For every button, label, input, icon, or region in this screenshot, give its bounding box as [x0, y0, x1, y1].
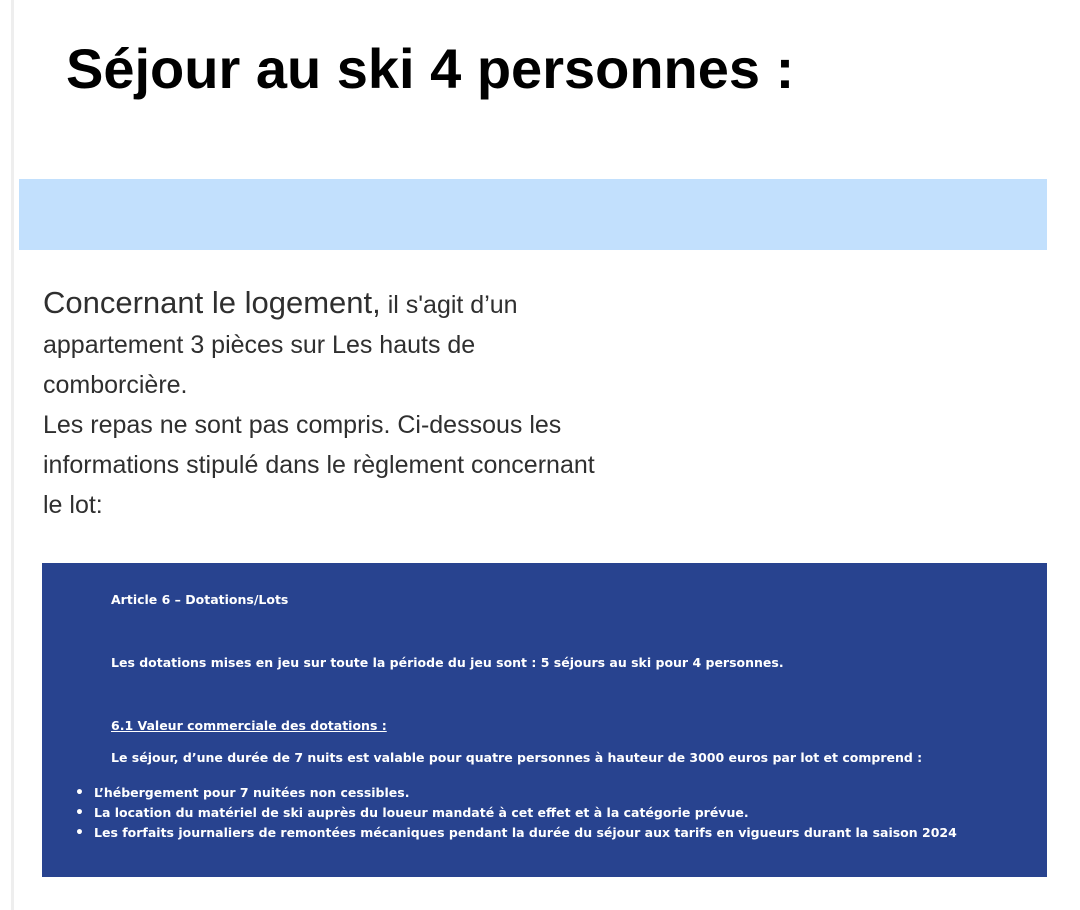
intro-lead: Concernant le logement,	[43, 285, 381, 320]
article-title: Article 6 – Dotations/Lots	[111, 592, 289, 607]
blue-banner	[19, 179, 1047, 250]
left-border	[11, 0, 14, 910]
section-title: 6.1 Valeur commerciale des dotations :	[111, 718, 387, 733]
intro-line-4: Les repas ne sont pas compris. Ci-dessous les	[43, 411, 562, 439]
dotations-text: Les dotations mises en jeu sur toute la période du jeu sont : 5 séjours au ski pour 4 personnes.	[111, 655, 784, 670]
list-item: • Les forfaits journaliers de remontées mécaniques pendant la durée du séjour aux tarifs en vigueurs durant la saison 2024	[42, 823, 957, 843]
page-title: Séjour au ski 4 personnes :	[66, 37, 795, 100]
rules-excerpt-image	[42, 563, 1047, 877]
list-item: • La location du matériel de ski auprès du loueur mandaté à cet effet et à la catégorie prévue.	[42, 803, 957, 823]
rules-list	[42, 783, 957, 843]
list-item: • L’hébergement pour 7 nuitées non cessibles.	[42, 783, 957, 803]
intro-line-1	[43, 283, 703, 325]
intro-line-2: appartement 3 pièces sur Les hauts de	[43, 331, 476, 359]
sejour-text: Le séjour, d’une durée de 7 nuits est valable pour quatre personnes à hauteur de 3000 euros par lot et comprend :	[111, 750, 923, 765]
intro-line-6: le lot:	[43, 491, 103, 519]
intro-line-1-rest: il s'agit d’un	[380, 291, 518, 319]
intro-line-3: comborcière.	[43, 371, 188, 399]
intro-text	[43, 283, 703, 525]
intro-line-5: informations stipulé dans le règlement concernant	[43, 451, 595, 479]
